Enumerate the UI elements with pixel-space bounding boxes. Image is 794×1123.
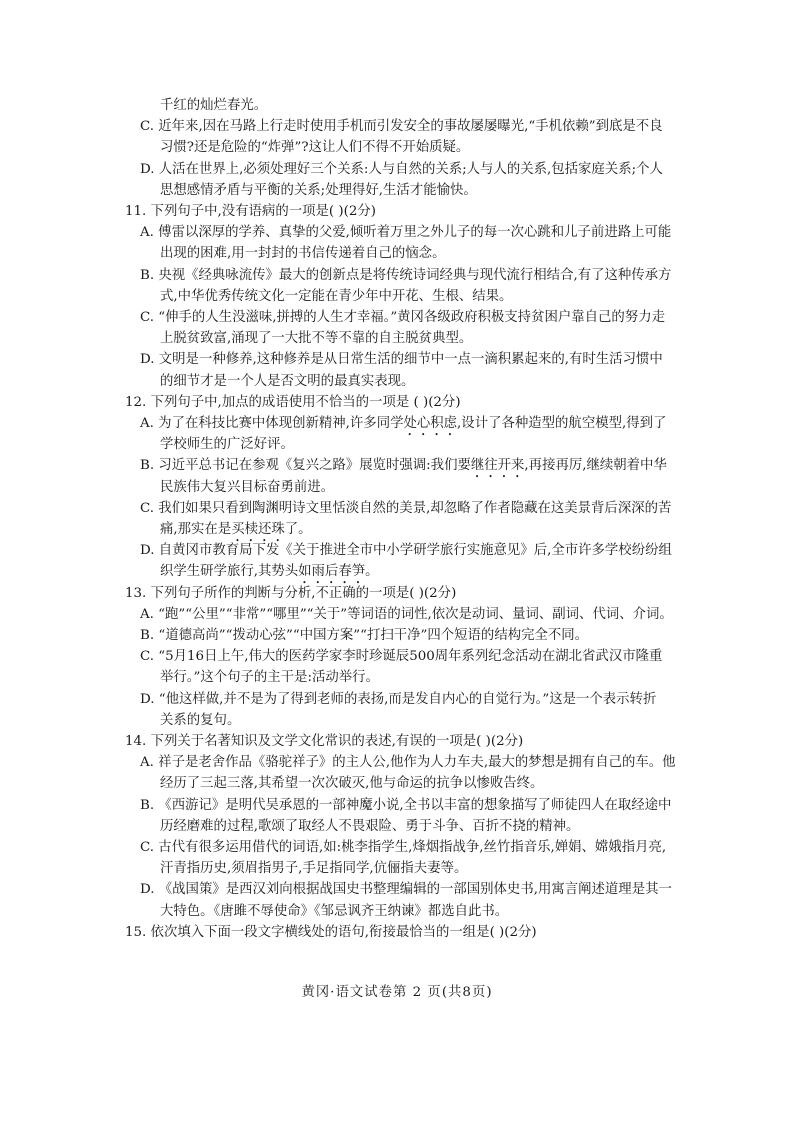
question-stem: 12. 下列句子中,加点的成语使用不恰当的一项是 ( )(2分) (125, 394, 461, 410)
question-stem: 13. 下列句子所作的判断与分析,不正确的一项是( )(2分) (125, 585, 457, 601)
text-segment: ,设计了各种造型的航空模型,得到了 (457, 416, 667, 431)
question-stem: 14. 下列关于名著知识及文学文化常识的表述,有误的一项是( )(2分) (125, 734, 524, 749)
page-footer: 黄冈·语文试卷第 2 页(共8页) (301, 985, 493, 1000)
answer-option: A. 祥子是老舍作品《骆驼祥子》的主人公,他作为人力车夫,最大的梦想是拥有自己的车。他 (140, 755, 676, 771)
option-continuation: 的细节才是一个人是否文明的最真实表现。 (160, 373, 415, 389)
text-segment: 痛,那实在是 (160, 522, 232, 537)
answer-option: B. 央视《经典咏流传》最大的创新点是将传统诗词经典与现代流行相结合,有了这种传承方 (140, 267, 672, 283)
question-stem: 15. 依次填入下面一段文字横线处的语句,衔接最恰当的一组是( )(2分) (125, 924, 537, 940)
answer-option: D. “他这样做,并不是为了得到老师的表扬,而是发自内心的自觉行为。”这是一个表示转折 (140, 691, 657, 707)
text-segment: ,再接再厉,继续朝着中华 (524, 458, 667, 474)
answer-option: D. 文明是一种修养,这种修养是从日常生活的细节中一点一滴积累起来的,有时生活习惯中 (140, 352, 663, 368)
option-continuation: 出现的困难,用一封封的书信传递着自己的恼念。 (160, 246, 446, 262)
option-continuation: 上脱贫致富,涌现了一大批不等不靠的自主脱贫典型。 (160, 331, 473, 347)
text-segment: B. 习近平总书记在参观《复兴之路》展览时强调:我们要 (140, 458, 471, 474)
option-continuation: 式,中华优秀传统文化一定能在青少年中开花、生根、结果。 (160, 288, 513, 304)
dotted-idiom: 继往开来 (470, 458, 525, 474)
answer-option: C. 近年来,因在马路上行走时使用手机而引发安全的事故屡屡曝光,“手机依赖”到底是不良 (140, 119, 663, 135)
option-continuation: 经历了三起三落,其希望一次次破灭,他与命运的抗争以惨败告终。 (160, 776, 544, 792)
option-continuation: 学校师生的广泛好评。 (160, 437, 294, 453)
answer-option: D. 自黄冈市教育局下发《关于推进全市中小学研学旅行实施意见》后,全市许多学校纷纷组 (140, 543, 672, 559)
text-segment: 。 (365, 564, 379, 580)
answer-option: C. 我们如果只看到陶渊明诗文里恬淡自然的美景,却忽略了作者隐藏在这美景背后深深的苦 (140, 500, 672, 516)
answer-option: B. 《西游记》是明代吴承恩的一部神魔小说,全书以丰富的想象描写了师徒四人在取经途中 (140, 797, 672, 813)
option-continuation: 举行。”这个句子的主干是:活动举行。 (160, 670, 379, 686)
answer-option: C. 古代有很多运用借代的词语,如:桃李指学生,烽烟指战争,丝竹指音乐,婵娟、嫦娥指月亮, (140, 840, 667, 855)
option-continuation: 大特色。《唐雎不辱使命》《邹忌讽齐王纳谏》都选自此书。 (160, 903, 509, 919)
option-continuation: 关系的复句。 (160, 712, 241, 728)
answer-option: A. “跑”“公里”“非常”“哪里”“关于”等词语的词性,依次是动词、量词、副词、代词、介词。 (140, 606, 673, 622)
answer-option: A. 傅雷以深厚的学养、真挚的父爱,倾听着万里之外儿子的每一次心跳和儿子前进路上可能 (140, 225, 672, 241)
answer-option: B. “道德高尚”“拨动心弦”“中国方案”“打扫干净”四个短语的结构完全不同。 (140, 628, 589, 643)
answer-option: D. 人活在世界上,必须处理好三个关系:人与自然的关系;人与人的关系,包括家庭关系;个人 (140, 161, 663, 177)
dotted-idiom: 买椟还珠 (231, 522, 285, 537)
question-stem: 11. 下列句子中,没有语病的一项是( )(2分) (125, 204, 376, 219)
text-segment: A. 为了在科技比赛中体现创新精神,许多同学 (140, 416, 404, 431)
text-segment: 了。 (284, 522, 312, 537)
option-continuation: 历经磨难的过程,歌颂了取经人不畏艰险、勇于斗争、百折不挠的精神。 (160, 818, 580, 834)
answer-option: D. 《战国策》是西汉刘向根据战国史书整理编辑的一部国别体史书,用寓言阐述道理是其一 (140, 882, 672, 898)
option-continuation: 习惯?还是危险的“炸弹”?这让人们不得不开始质疑。 (160, 140, 470, 156)
text-segment: 织学生研学旅行,其势头 (160, 564, 299, 580)
answer-option: C. “伸手的人生没滋味,拼搏的人生才幸福。”黄冈各级政府积极支持贫困户靠自己的努力走 (140, 310, 665, 325)
option-continuation: 汗青指历史,须眉指男子,手足指同学,伉俪指夫妻等。 (160, 861, 468, 877)
dotted-idiom: 如雨后春笋 (298, 564, 366, 580)
answer-option: C. “5月16日上午,伟大的医药学家李时珍诞辰500周年系列纪念活动在湖北省武汉市隆重 (140, 649, 663, 665)
option-continuation: 民族伟大复兴目标奋勇前进。 (160, 479, 335, 495)
dotted-idiom: 处心积虑 (403, 416, 458, 431)
option-continuation: 千红的灿烂春光。 (160, 98, 268, 113)
option-continuation: 思想感情矛盾与平衡的关系;处理得好,生活才能愉快。 (160, 182, 477, 198)
